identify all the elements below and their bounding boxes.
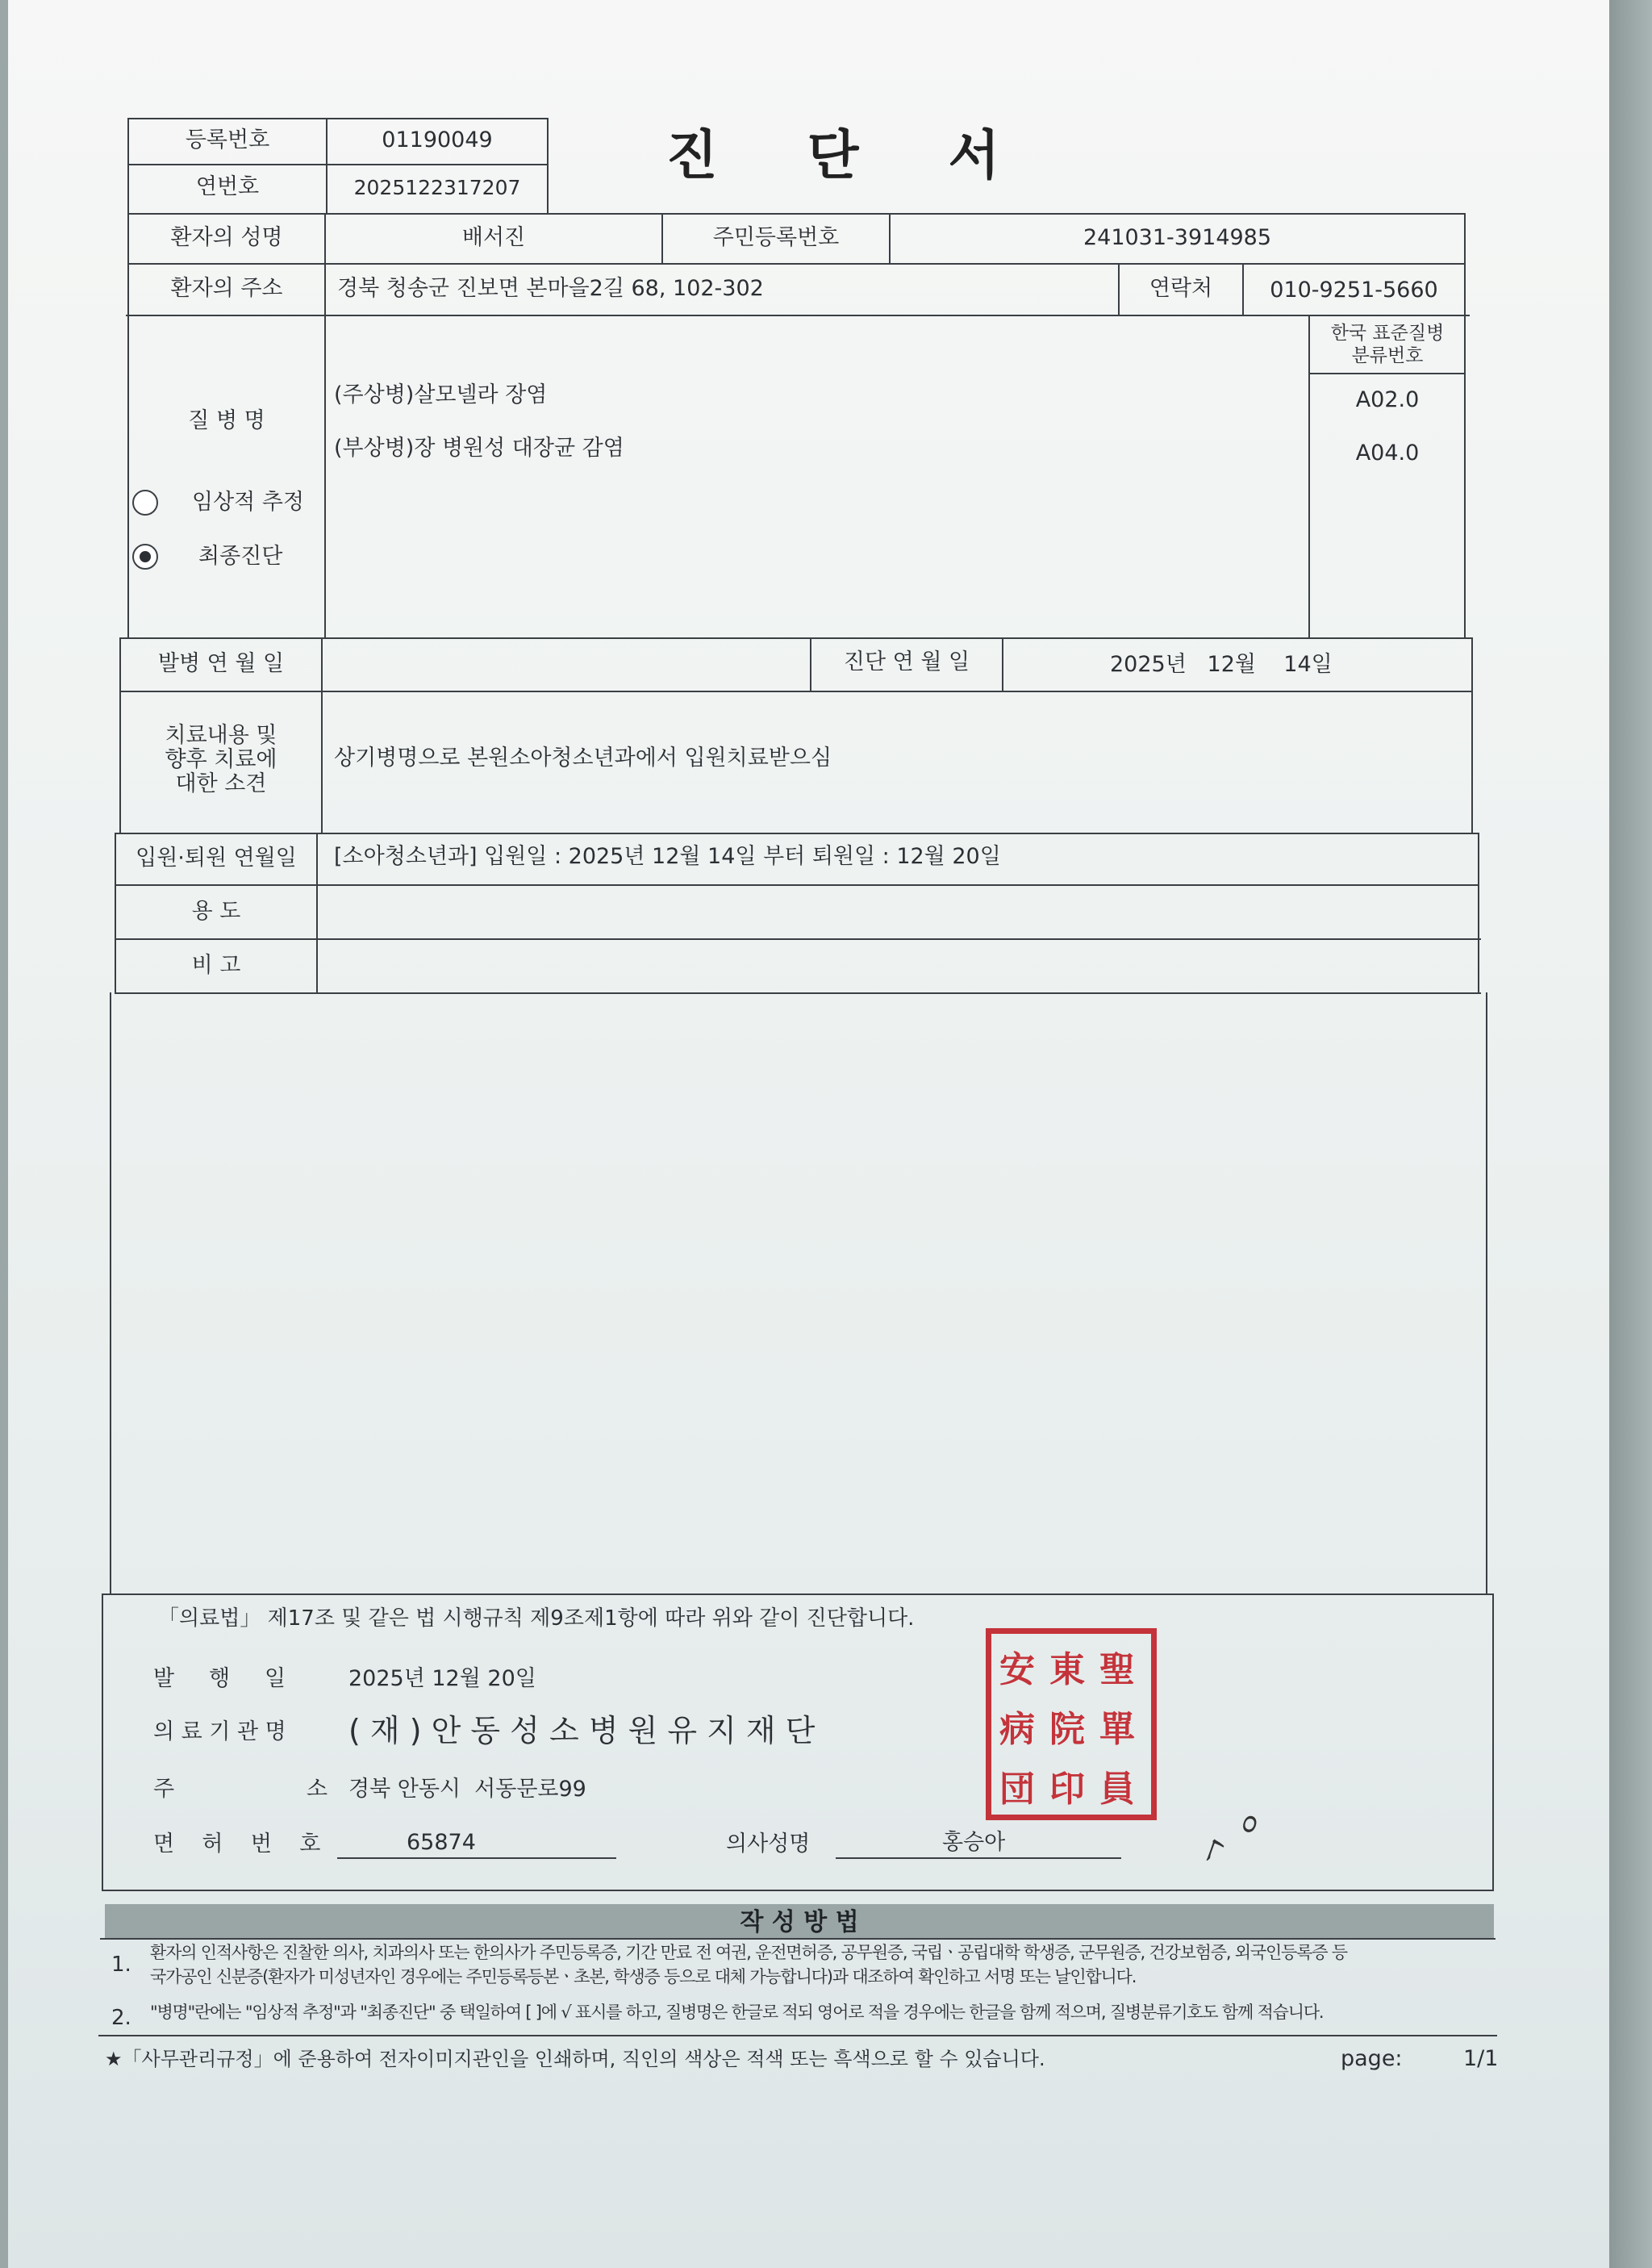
note1-number: 1. [111,1953,131,1977]
diagnosis-date-value: 2025년 12월 14일 [1110,652,1333,677]
note1-line1: 환자의 인적사항은 진찰한 의사, 치과의사 또는 한의사가 주민등록증, 기간 만료 전 여권, 운전면허증, 공무원증, 국립ㆍ공립대학 학생증, 군무원증, 건강보험증, 외국인등록증 등 [150,1943,1347,1962]
reg-no-label: 등록번호 [185,127,270,152]
treatment-opinion: 상기병명으로 본원소아청소년과에서 입원치료받으심 [334,746,832,771]
reg-no-value: 01190049 [382,127,493,152]
main-disease: (주상병)살모넬라 장염 [334,382,548,407]
main-disease-code: A02.0 [1355,387,1420,412]
address2-label: 주 [153,1777,175,1802]
disease-label: 질 병 명 [188,408,265,433]
treatment-label: 치료내용 및 [165,723,277,748]
clinical-estimate-label: 임상적 추정 [192,490,304,515]
serial-label: 연번호 [195,174,260,199]
clinical-estimate-radio[interactable] [132,490,158,516]
remarks-label: 비 고 [191,953,241,978]
kcd-label-2: 분류번호 [1351,345,1424,366]
page-number: 1/1 [1463,2046,1499,2071]
note1-line2: 국가공인 신분증(환자가 미성년자인 경우에는 주민등록등본ㆍ초본, 학생증 등으로 대체 가능합니다)과 대조하여 확인하고 서명 또는 날인합니다. [150,1967,1137,1986]
page-title: 진 단 서 [666,124,1036,186]
seal-char: 団 [999,1769,1035,1810]
purpose-label: 용 도 [191,899,241,924]
patient-name-value: 배서진 [461,225,526,250]
license-number: 65874 [407,1830,476,1855]
rrn-label: 주민등록번호 [712,225,840,250]
address-value: 경북 청송군 진보면 본마을2길 68, 102-302 [337,276,764,301]
contact-label: 연락처 [1149,276,1213,301]
diagnosis-date-label: 진단 연 월 일 [843,649,970,675]
doctor-name-label: 의사성명 [726,1832,811,1857]
serial-value: 2025122317207 [353,176,521,199]
seal-char: 病 [999,1709,1035,1750]
seal-char: 聖 [1099,1649,1135,1690]
page-label: page: [1341,2046,1403,2071]
institution-address: 경북 안동시 서동문로99 [348,1777,586,1802]
official-seal [986,1628,1157,1820]
issue-date-value: 2025년 12월 20일 [348,1666,536,1691]
address-label: 환자의 주소 [170,276,283,301]
final-diagnosis-label: 최종진단 [198,544,283,569]
treatment-label-3: 대한 소견 [175,771,267,796]
rrn-value: 241031-3914985 [1083,225,1272,250]
license-label: 면 허 번 호 [153,1832,321,1857]
institution-name: ( 재 ) 안 동 성 소 병 원 유 지 재 단 [348,1713,816,1748]
onset-date-label: 발병 연 월 일 [157,651,285,676]
seal-char: 印 [1049,1769,1085,1810]
seal-char: 東 [1049,1649,1085,1690]
seal-char: 院 [1049,1709,1085,1750]
doctor-name: 홍승아 [942,1830,1006,1855]
admission-period: [소아청소년과] 입원일 : 2025년 12월 14일 부터 퇴원일 : 12월 20일 [334,844,1001,869]
address2-label-b: 소 [307,1777,328,1802]
final-diagnosis-radio[interactable] [132,544,158,570]
treatment-label-2: 향후 치료에 [165,747,277,772]
doctor-signature: ᄀᆼ [1199,1794,1267,1882]
patient-name-label: 환자의 성명 [170,225,283,250]
admission-label: 입원·퇴원 연월일 [136,846,297,871]
background-edge [1609,0,1652,2268]
contact-value: 010-9251-5660 [1270,278,1438,303]
sub-disease-code: A04.0 [1355,441,1420,466]
issue-date-label: 발 행 일 [153,1666,286,1691]
legal-statement: 「의료법」 제17조 및 같은 법 시행규칙 제9조제1항에 따라 위와 같이 진단합니다. [158,1606,915,1631]
institution-label: 의 료 기 관 명 [153,1719,286,1744]
method-title: 작 성 방 법 [740,1908,859,1936]
footer-note: ★「사무관리규정」에 준용하여 전자이미지관인을 인쇄하며, 직인의 색상은 적색 또는 흑색으로 할 수 있습니다. [105,2048,1045,2070]
sub-disease: (부상병)장 병원성 대장균 감염 [334,436,624,461]
seal-char: 員 [1099,1769,1135,1810]
kcd-label: 한국 표준질병 [1330,323,1445,344]
note2-number: 2. [111,2006,131,2030]
note2-text: "병명"란에는 "임상적 추정"과 "최종진단" 중 택일하여 [ ]에 √ 표시를 하고, 질병명은 한글로 적되 영어로 적을 경우에는 한글을 함께 적으며, 질병분류기호도 함께 적습니다. [150,2003,1324,2022]
seal-char: 安 [999,1649,1035,1690]
seal-char: 單 [1099,1709,1135,1750]
